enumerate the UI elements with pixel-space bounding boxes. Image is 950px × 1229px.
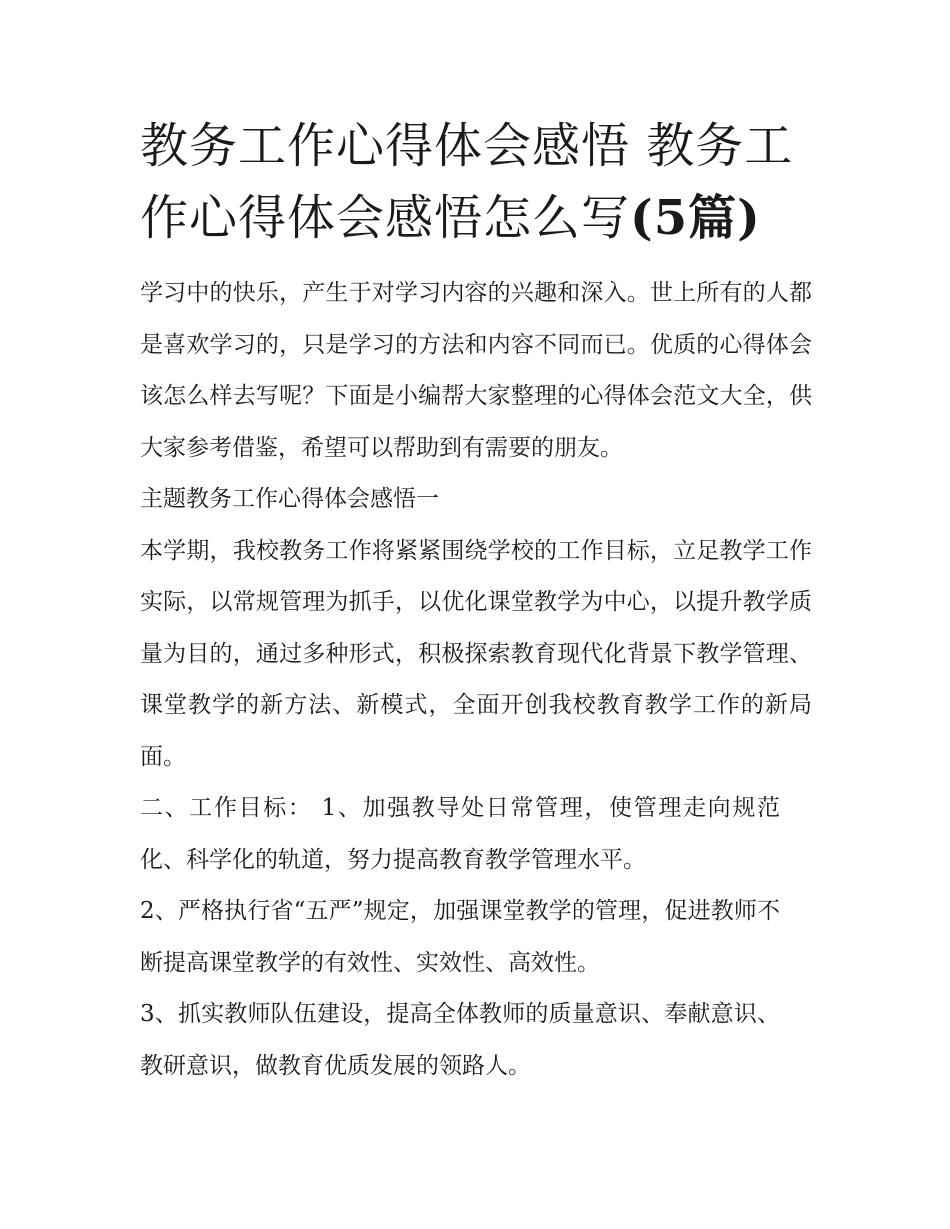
document-body	[140, 268, 812, 1092]
goal-paragraph-2: 2、严格执行省“五严”规定，加强课堂教学的管理，促进教师不断提高课堂教学的有效性、实效性、高效性。	[140, 898, 780, 976]
body-paragraph: 本学期，我校教务工作将紧紧围绕学校的工作目标，立足教学工作实际，以常规管理为抓手，以优化课堂教学为中心，以提升教学质量为目的，通过多种形式，积极探索教育现代化背景下教学管理、课堂教学的新方法、新模式，全面开创我校教育教学工作的新局面。	[140, 537, 812, 770]
title-suffix: (5篇)	[630, 190, 761, 246]
goal-paragraph-1: 二、工作目标： 1、加强教导处日常管理，使管理走向规范化、科学化的轨道，努力提高教育教学管理水平。	[140, 795, 780, 873]
section-heading: 主题教务工作心得体会感悟一	[140, 486, 439, 512]
intro-paragraph: 学习中的快乐，产生于对学习内容的兴趣和深入。世上所有的人都是喜欢学习的，只是学习的方法和内容不同而已。优质的心得体会该怎么样去写呢？下面是小编帮大家整理的心得体会范文大全，供大家参考借鉴，希望可以帮助到有需要的朋友。	[140, 280, 812, 461]
goal-paragraph-3: 3、抓实教师队伍建设，提高全体教师的质量意识、奉献意识、教研意识，做教育优质发展的领路人。	[140, 1001, 780, 1079]
document-page	[140, 110, 820, 1092]
title-main: 教务工作心得体会感悟 教务工作心得体会感悟怎么写	[140, 118, 794, 246]
document-title	[140, 110, 820, 254]
